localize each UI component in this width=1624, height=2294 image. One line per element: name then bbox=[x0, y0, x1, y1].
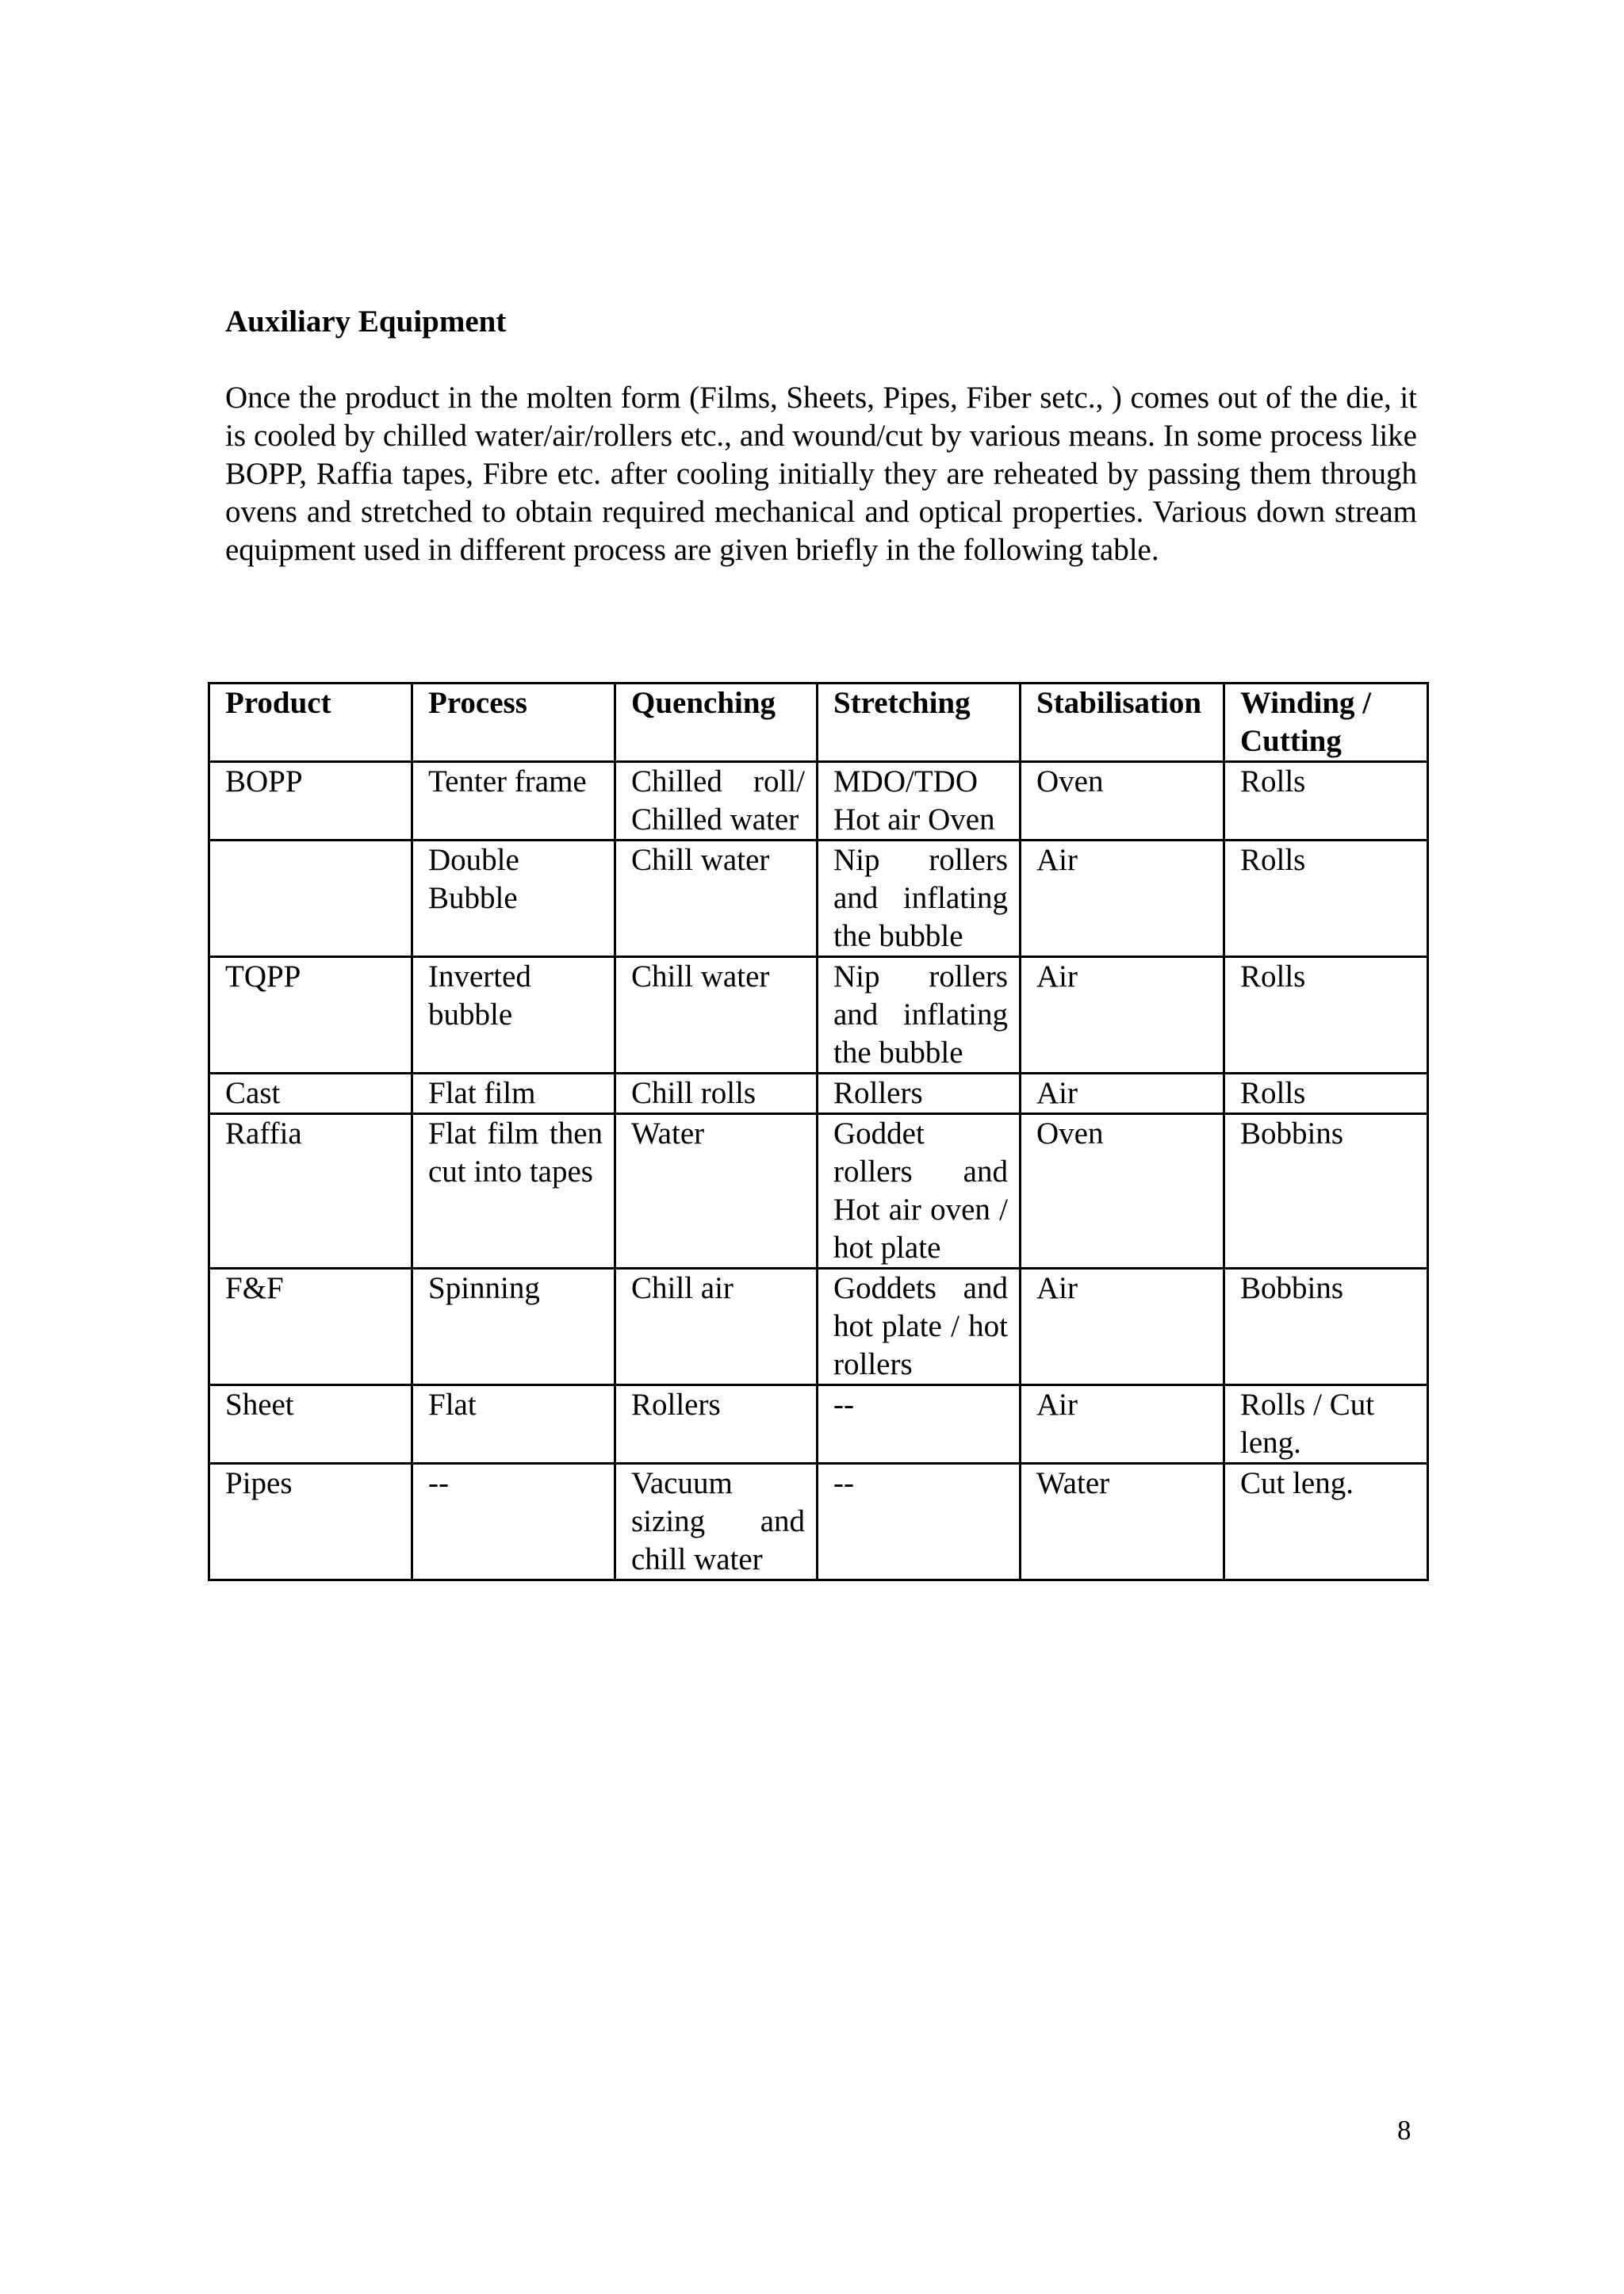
cell-stretching: Goddet rollers and Hot air oven / hot plate bbox=[818, 1114, 1021, 1269]
cell-process: Flat film then cut into tapes bbox=[412, 1114, 615, 1269]
equipment-table-container bbox=[208, 682, 1429, 1581]
table-row bbox=[209, 762, 1428, 841]
header-quenching: Quenching bbox=[615, 684, 818, 762]
cell-quenching: Rollers bbox=[615, 1385, 818, 1464]
table-row bbox=[209, 1269, 1428, 1385]
cell-product: F&F bbox=[209, 1269, 412, 1385]
cell-winding-cutting: Bobbins bbox=[1224, 1114, 1428, 1269]
cell-stabilisation: Oven bbox=[1021, 1114, 1224, 1269]
header-product: Product bbox=[209, 684, 412, 762]
cell-winding-cutting: Bobbins bbox=[1224, 1269, 1428, 1385]
cell-stretching: -- bbox=[818, 1464, 1021, 1580]
cell-process: Tenter frame bbox=[412, 762, 615, 841]
cell-stretching: -- bbox=[818, 1385, 1021, 1464]
table-row bbox=[209, 1114, 1428, 1269]
cell-stabilisation: Air bbox=[1021, 1074, 1224, 1114]
table-row bbox=[209, 957, 1428, 1074]
cell-quenching: Vacuum sizing and chill water bbox=[615, 1464, 818, 1580]
cell-stabilisation: Air bbox=[1021, 1385, 1224, 1464]
cell-process: Double Bubble bbox=[412, 841, 615, 957]
cell-stretching: Goddets and hot plate / hot rollers bbox=[818, 1269, 1021, 1385]
cell-winding-cutting: Rolls bbox=[1224, 762, 1428, 841]
cell-winding-cutting: Rolls bbox=[1224, 1074, 1428, 1114]
cell-process: Inverted bubble bbox=[412, 957, 615, 1074]
cell-process: Flat film bbox=[412, 1074, 615, 1114]
cell-quenching: Chill water bbox=[615, 957, 818, 1074]
cell-stretching: MDO/TDO Hot air Oven bbox=[818, 762, 1021, 841]
cell-quenching: Chill air bbox=[615, 1269, 818, 1385]
header-process: Process bbox=[412, 684, 615, 762]
table-row bbox=[209, 1385, 1428, 1464]
cell-stretching: Rollers bbox=[818, 1074, 1021, 1114]
equipment-table bbox=[208, 682, 1429, 1581]
cell-winding-cutting: Rolls / Cut leng. bbox=[1224, 1385, 1428, 1464]
cell-stabilisation: Air bbox=[1021, 841, 1224, 957]
cell-process: -- bbox=[412, 1464, 615, 1580]
cell-product: BOPP bbox=[209, 762, 412, 841]
cell-quenching: Chilled roll/ Chilled water bbox=[615, 762, 818, 841]
intro-paragraph: Once the product in the molten form (Films, Sheets, Pipes, Fiber setc., ) comes out of the die, it is cooled by chilled water/air/rollers etc., and wound/cut by various means. In some process like BOPP, Raffia tapes, Fibre etc. after cooling initially they are reheated by passing them through ovens and stretched to obtain required mechanical and optical properties. Various down stream equipment used in different process are given briefly in the following table. bbox=[225, 381, 1417, 567]
cell-quenching: Chill water bbox=[615, 841, 818, 957]
table-row bbox=[209, 1464, 1428, 1580]
page-number: 8 bbox=[1397, 2115, 1411, 2146]
section-heading: Auxiliary Equipment bbox=[225, 304, 507, 339]
table-row bbox=[209, 1074, 1428, 1114]
header-stabilisation: Stabilisation bbox=[1021, 684, 1224, 762]
header-stretching: Stretching bbox=[818, 684, 1021, 762]
table-header-row bbox=[209, 684, 1428, 762]
cell-product: TQPP bbox=[209, 957, 412, 1074]
cell-quenching: Chill rolls bbox=[615, 1074, 818, 1114]
cell-winding-cutting: Rolls bbox=[1224, 841, 1428, 957]
cell-process: Spinning bbox=[412, 1269, 615, 1385]
cell-stabilisation: Air bbox=[1021, 1269, 1224, 1385]
cell-winding-cutting: Rolls bbox=[1224, 957, 1428, 1074]
cell-product bbox=[209, 841, 412, 957]
cell-stabilisation: Water bbox=[1021, 1464, 1224, 1580]
cell-stretching: Nip rollers and inflating the bubble bbox=[818, 957, 1021, 1074]
cell-product: Sheet bbox=[209, 1385, 412, 1464]
cell-product: Raffia bbox=[209, 1114, 412, 1269]
cell-stabilisation: Air bbox=[1021, 957, 1224, 1074]
cell-process: Flat bbox=[412, 1385, 615, 1464]
cell-winding-cutting: Cut leng. bbox=[1224, 1464, 1428, 1580]
table-row bbox=[209, 841, 1428, 957]
cell-product: Pipes bbox=[209, 1464, 412, 1580]
cell-stretching: Nip rollers and inflating the bubble bbox=[818, 841, 1021, 957]
cell-stabilisation: Oven bbox=[1021, 762, 1224, 841]
header-winding-cutting: Winding / Cutting bbox=[1224, 684, 1428, 762]
cell-product: Cast bbox=[209, 1074, 412, 1114]
cell-quenching: Water bbox=[615, 1114, 818, 1269]
